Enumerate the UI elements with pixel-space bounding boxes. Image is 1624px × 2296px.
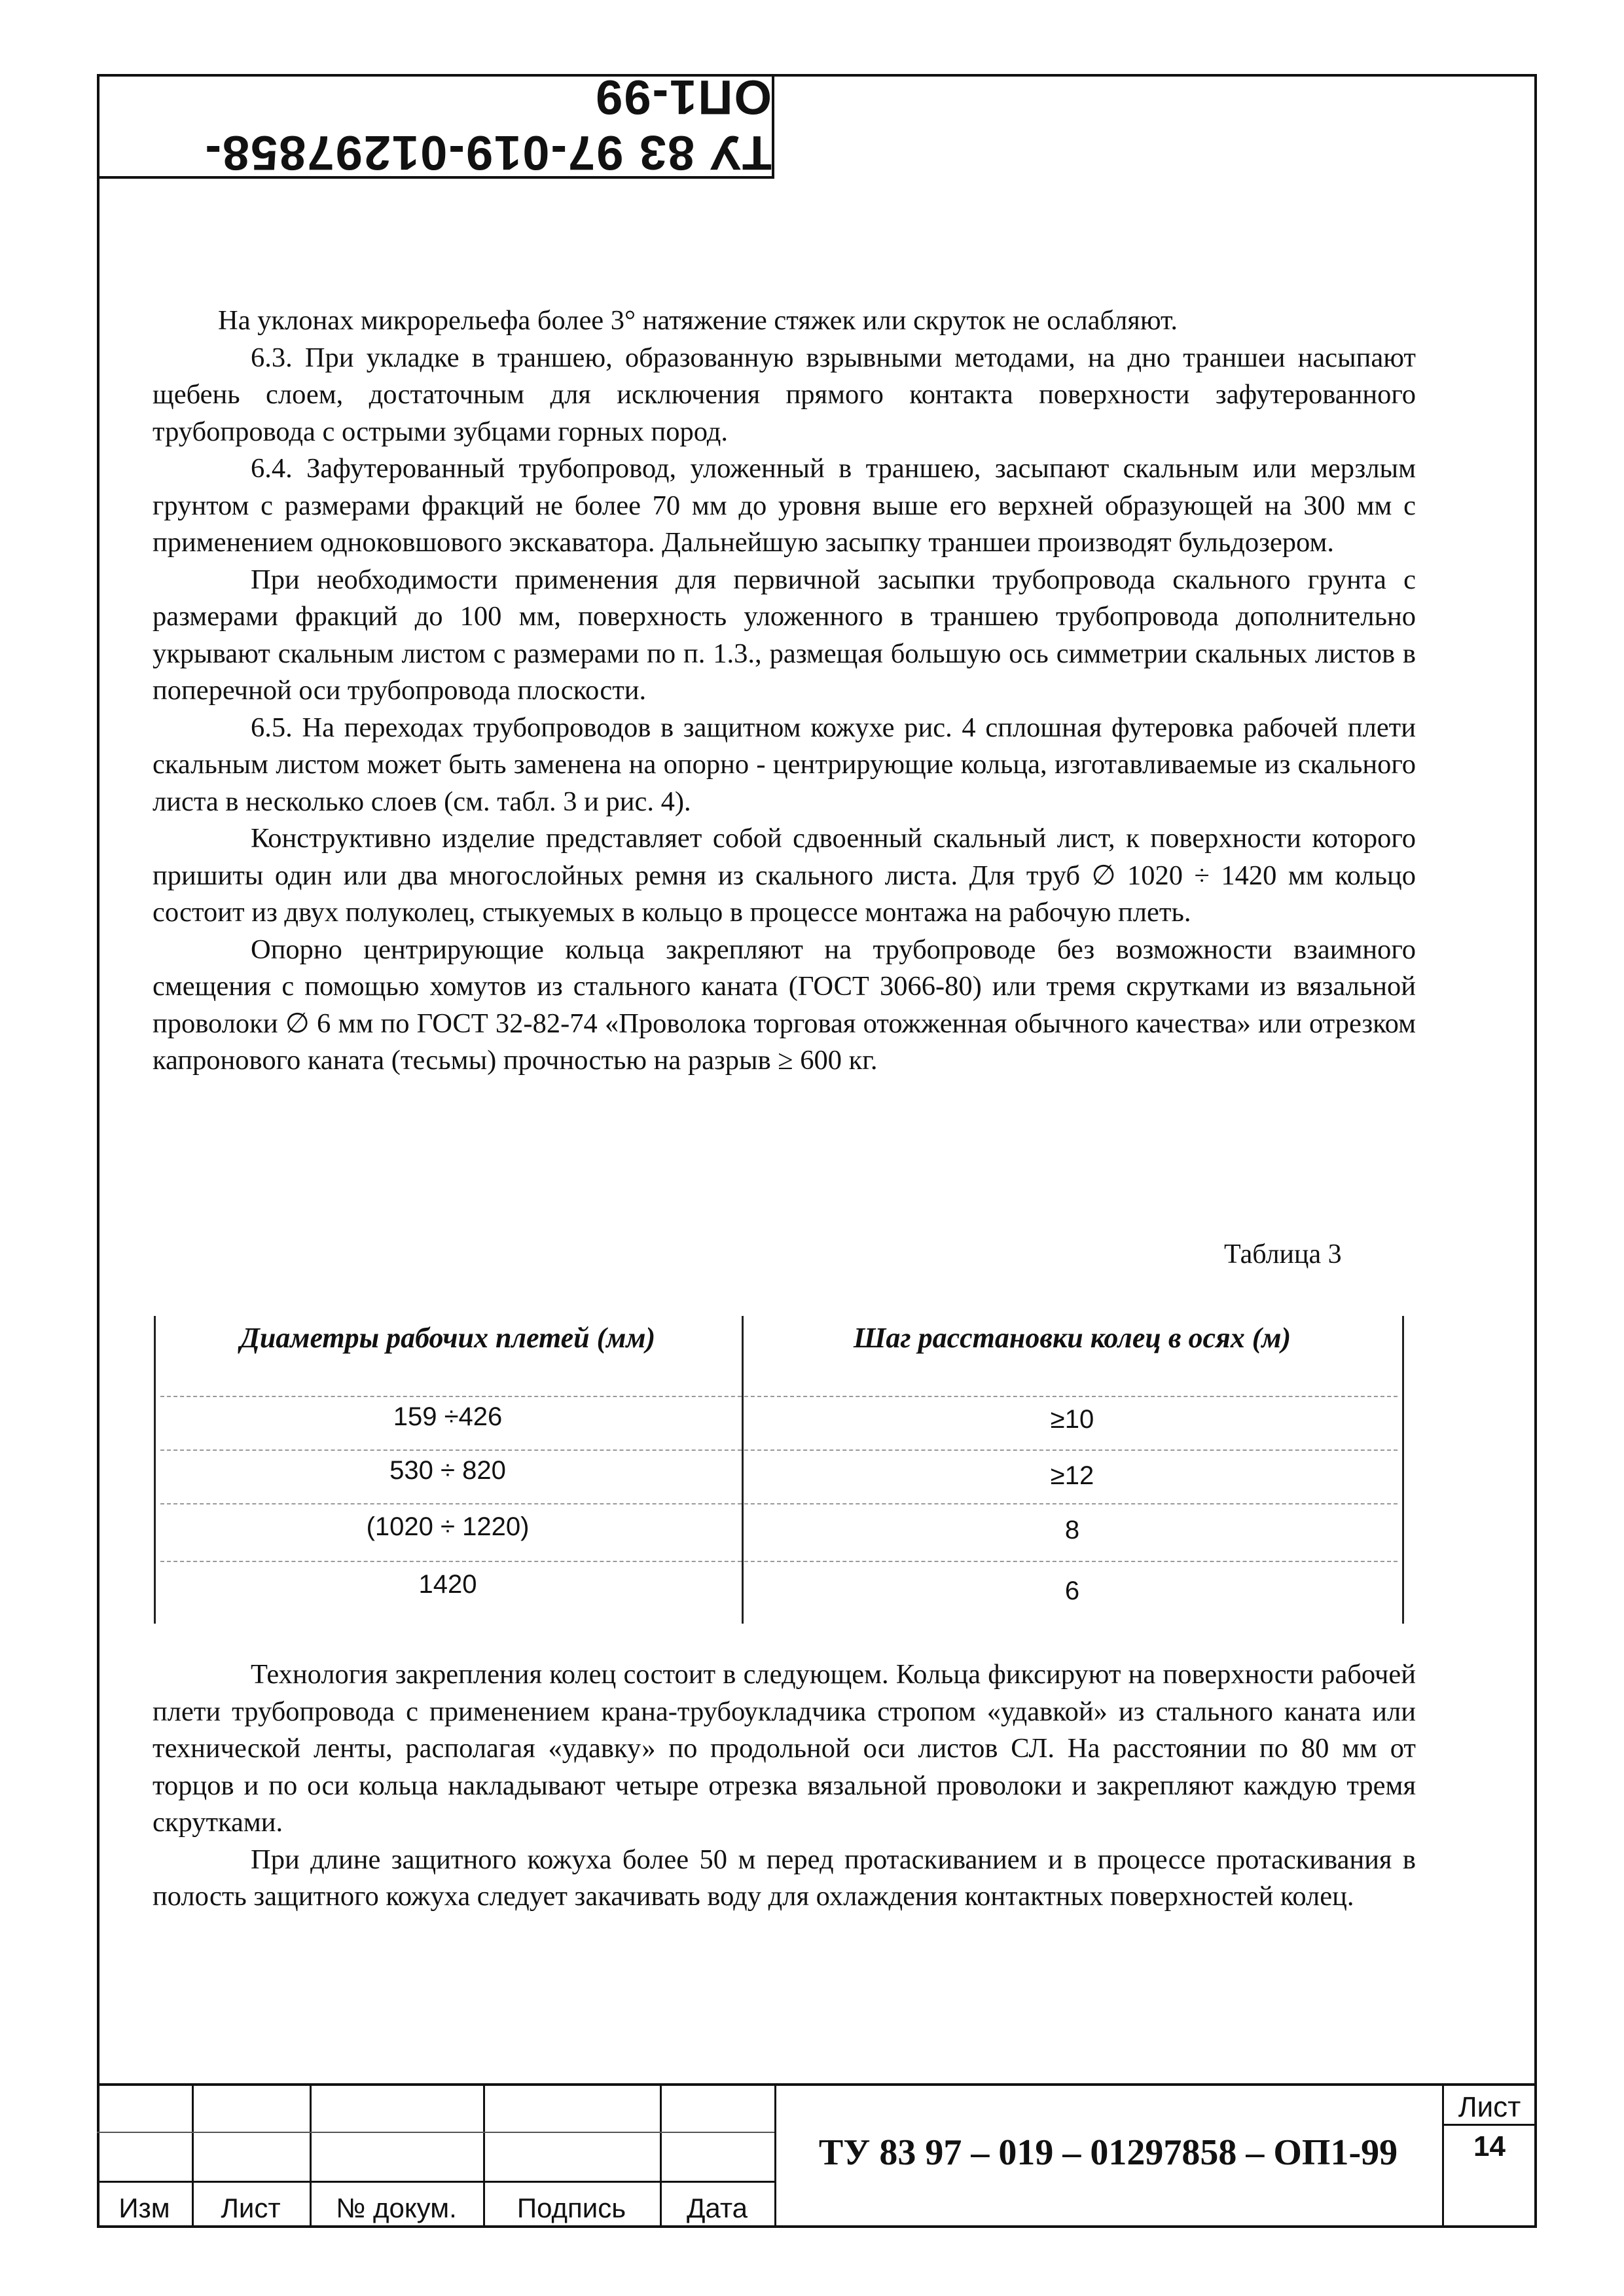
paragraph: Опорно центрирующие кольца закрепляют на трубопроводе без возможности взаимного смещения с помощью хомутов из стального каната (ГОСТ 3066-80) или тремя скрутками из вязальной проволоки ∅ 6 мм по ГОСТ 32-82-74 «Проволока торговая отожженная обычного качества» или отрезком капронового каната (тесьмы) прочностью на разрыв ≥ 600 кг. bbox=[153, 934, 1416, 1076]
spacing-table bbox=[154, 1316, 1404, 1624]
tb-col-izm: Изм bbox=[118, 2193, 170, 2223]
table-cell: 6 bbox=[1064, 1576, 1080, 1605]
tb-col-date: Дата bbox=[686, 2193, 748, 2223]
table-cell: (1020 ÷ 1220) bbox=[366, 1512, 530, 1541]
body-text-after bbox=[153, 1656, 1416, 1916]
tb-sheet-line bbox=[1442, 2124, 1537, 2126]
table-cell: 1420 bbox=[418, 1570, 477, 1599]
paragraph: 6.4. Зафутерованный трубопровод, уложенный в траншею, засыпают скальным или мерзлым грунтом с размерами фракций не более 70 мм до уровня выше его верхней образующей на 300 мм с применением одноковшового экскаватора. Дальнейшую засыпку траншеи производят бульдозером. bbox=[153, 453, 1416, 558]
body-text bbox=[153, 302, 1416, 1080]
tb-row-line bbox=[97, 2132, 774, 2133]
table-cell: 8 bbox=[1064, 1516, 1080, 1544]
tb-col-doc: № докум. bbox=[336, 2193, 457, 2223]
table-cell: ≥10 bbox=[1050, 1405, 1094, 1434]
table-row-divider bbox=[160, 1396, 1398, 1397]
tb-row-line bbox=[97, 2181, 774, 2183]
paragraph: Конструктивно изделие представляет собой сдвоенный скальный лист, к поверхности которого пришиты один или два многослойных ремня из скального листа. Для труб ∅ 1020 ÷ 1420 мм кольцо состоит из двух полуколец, стыкуемых в кольцо в процессе монтажа на рабочую плеть. bbox=[153, 823, 1416, 928]
sheet-number: 14 bbox=[1473, 2130, 1506, 2162]
paragraph: 6.5. На переходах трубопроводов в защитном кожухе рис. 4 сплошная футеровка рабочей плети скальным листом может быть заменена на опорно - центрирующие кольца, изготавливаемые из скального листа в несколько слоев (см. табл. 3 и рис. 4). bbox=[153, 712, 1416, 817]
title-block bbox=[97, 2083, 1537, 2228]
table-row-divider bbox=[160, 1503, 1398, 1504]
stamp-code: ТУ 83 97-019-01297858-ОП1-99 bbox=[204, 70, 772, 180]
paragraph: Технология закрепления колец состоит в следующем. Кольца фиксируют на поверхности рабочей плети трубопровода с применением крана-трубоукладчика стропом «удавкой» из стального каната или технической ленты, располагая «удавку» по продольной оси листов СЛ. На расстоянии по 80 мм от торцов и по оси кольца накладывают четыре отрезка вязальной проволоки и закрепляют каждую тремя скрутками. bbox=[153, 1659, 1416, 1838]
paragraph: На уклонах микрорельефа более 3° натяжение стяжек или скруток не ослабляют. bbox=[218, 305, 1178, 336]
table-row-divider bbox=[160, 1561, 1398, 1562]
table-cell: 530 ÷ 820 bbox=[389, 1456, 506, 1485]
paragraph: При необходимости применения для первичной засыпки трубопровода скального грунта с размерами фракций до 100 мм, поверхность уложенного в траншею трубопровода дополнительно укрывают скальным листом с размерами по п. 1.3., размещая большую ось симметрии скальных листов в поперечной оси трубопровода плоскости. bbox=[153, 564, 1416, 706]
sheet-label: Лист bbox=[1458, 2091, 1521, 2123]
paragraph: 6.3. При укладке в траншею, образованную взрывными методами, на дно траншеи насыпают щебень слоем, достаточным для исключения прямого контакта поверхности зафутерованного трубопровода с острыми зубцами горных пород. bbox=[153, 342, 1416, 447]
table-row-divider bbox=[160, 1449, 1398, 1451]
table-header-spacing: Шаг расстановки колец в осях (м) bbox=[853, 1322, 1291, 1354]
table-header-diameter: Диаметры рабочих плетей (мм) bbox=[240, 1322, 656, 1354]
table-caption: Таблица 3 bbox=[1224, 1239, 1342, 1269]
table-cell: 159 ÷426 bbox=[393, 1402, 503, 1431]
tb-col-list: Лист bbox=[221, 2193, 281, 2223]
table-cell: ≥12 bbox=[1050, 1461, 1094, 1490]
document-code: ТУ 83 97 – 019 – 01297858 – ОП1-99 bbox=[818, 2132, 1398, 2173]
paragraph: При длине защитного кожуха более 50 м перед протаскиванием и в процессе протаскивания в полость защитного кожуха следует закачивать воду для охлаждения контактных поверхностей колец. bbox=[153, 1844, 1416, 1912]
code-stamp bbox=[97, 70, 774, 180]
tb-col-sign: Подпись bbox=[516, 2193, 626, 2223]
